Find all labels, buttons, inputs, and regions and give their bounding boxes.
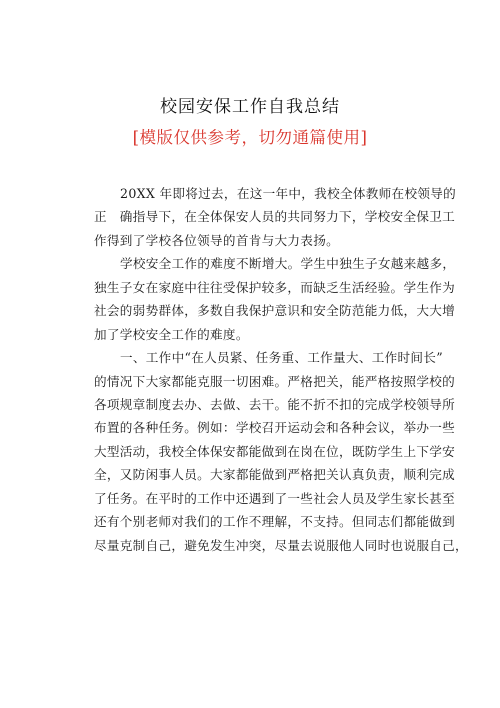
body-line: 加了学校安全工作的难度。 <box>94 326 249 342</box>
document-body <box>94 182 468 557</box>
body-line: 大型活动，我校全体保安都能做到在岗在位，既防学生上下学安 <box>94 443 456 459</box>
body-line: 学校安全工作的难度不断增大。学生中独生子女越来越多， <box>120 256 456 272</box>
body-line: 独生子女在家庭中往往受保护较多，而缺乏生活经验。学生作为 <box>94 279 456 295</box>
body-line: 了任务。在平时的工作中还遇到了一些社会人员及学生家长甚至 <box>94 490 456 506</box>
body-line: 布置的各种任务。例如：学校召开运动会和各种会议，举办一些 <box>94 420 456 436</box>
body-line: 社会的弱势群体，多数自我保护意识和安全防范能力低，大大增 <box>94 303 456 319</box>
body-line: 正 确指导下，在全体保安人员的共同努力下，学校安全保卫工 <box>94 209 456 225</box>
body-line: 尽量克制自己，避免发生冲突，尽量去说服他人同时也说服自己， <box>94 537 468 553</box>
body-line: 全，又防闲事人员。大家都能做到严格把关认真负责，顺利完成 <box>94 467 456 483</box>
body-line: 一、工作中“在人员紧、任务重、工作量大、工作时间长” <box>120 350 443 366</box>
document-title: 校园安保工作自我总结 <box>160 97 340 117</box>
body-line: 各项规章制度去办、去做、去干。能不折不扣的完成学校领导所 <box>94 396 456 412</box>
document-subtitle: [模版仅供参考，切勿通篇使用] <box>132 128 368 147</box>
body-line: 还有个别老师对我们的工作不理解，不支持。但同志们都能做到 <box>94 514 456 530</box>
body-line: 20XX 年即将过去，在这一年中，我校全体教师在校领导的 <box>120 186 457 201</box>
body-line: 作得到了学校各位领导的首肯与大力表扬。 <box>94 232 339 248</box>
body-line: 的情况下大家都能克服一切困难。严格把关，能严格按照学校的 <box>94 373 456 389</box>
